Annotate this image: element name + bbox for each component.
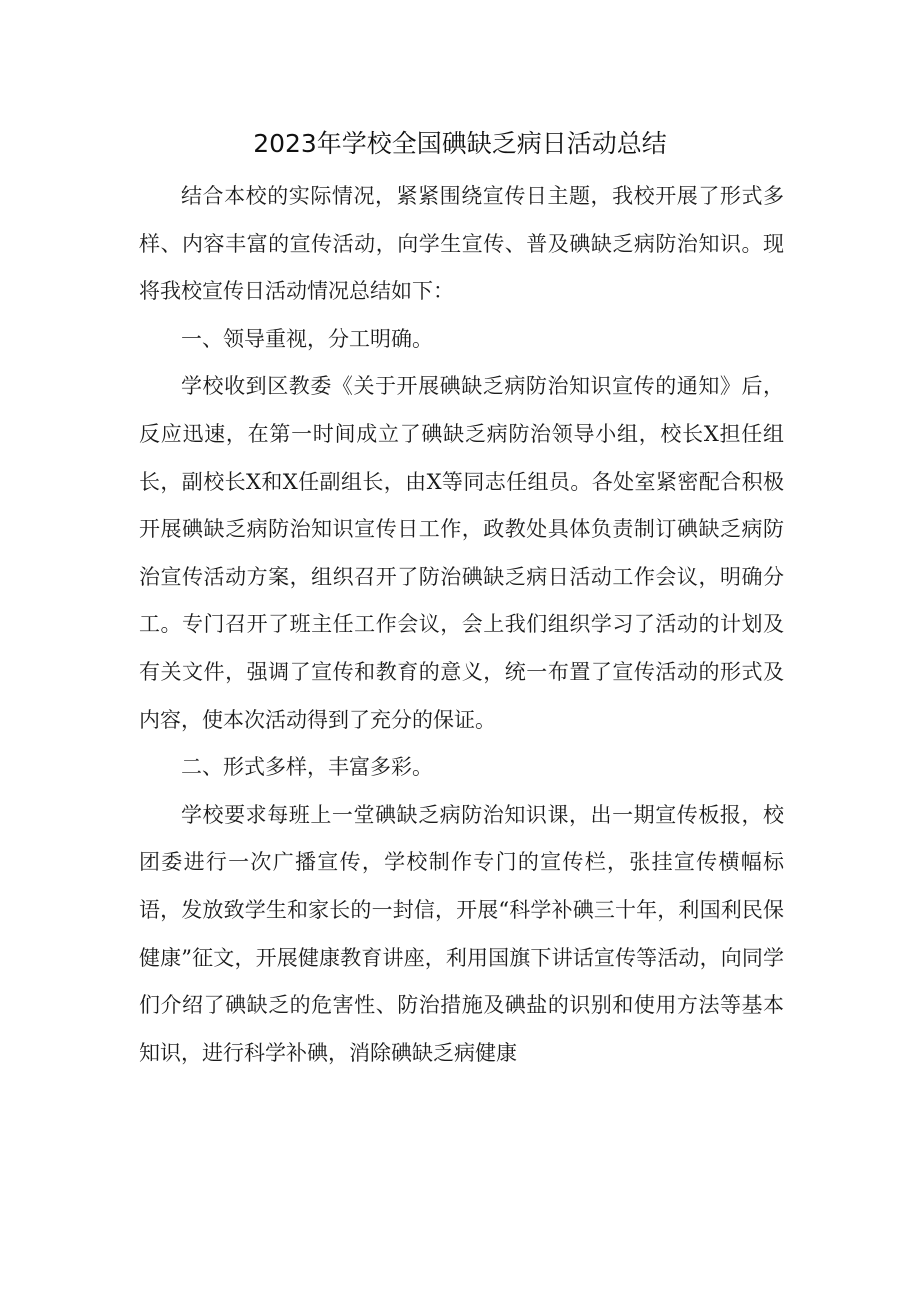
intro-paragraph: 结合本校的实际情况，紧紧围绕宣传日主题，我校开展了形式多样、内容丰富的宣传活动，向学生宣传、普及碘缺乏病防治知识。现将我校宣传日活动情况总结如下： bbox=[139, 184, 784, 304]
document-body bbox=[139, 173, 784, 1077]
document-title: 2023年学校全国碘缺乏病日活动总结 bbox=[253, 129, 667, 158]
section-heading-2: 二、形式多样，丰富多彩。 bbox=[181, 755, 433, 780]
section-1-paragraph: 学校收到区教委《关于开展碘缺乏病防治知识宣传的通知》后，反应迅速，在第一时间成立了碘缺乏病防治领导小组，校长X担任组长，副校长X和X任副组长，由X等同志任组员。各处室紧密配合积极开展碘缺乏病防治知识宣传日工作，政教处具体负责制订碘缺乏病防治宣传活动方案，组织召开了防治碘缺乏病日活动工作会议，明确分工。专门召开了班主任工作会议，会上我们组织学习了活动的计划及有关文件，强调了宣传和教育的意义，统一布置了宣传活动的形式及内容，使本次活动得到了充分的保证。 bbox=[139, 374, 784, 732]
section-2-paragraph: 学校要求每班上一堂碘缺乏病防治知识课，出一期宣传板报，校团委进行一次广播宣传，学校制作专门的宣传栏，张挂宣传横幅标语，发放致学生和家长的一封信，开展“科学补碘三十年，利国利民保健康”征文，开展健康教育讲座，利用国旗下讲话宣传等活动，向同学们介绍了碘缺乏的危害性、防治措施及碘盐的识别和使用方法等基本知识，进行科学补碘，消除碘缺乏病健康 bbox=[139, 802, 784, 1065]
section-heading-1: 一、领导重视，分工明确。 bbox=[181, 326, 433, 351]
